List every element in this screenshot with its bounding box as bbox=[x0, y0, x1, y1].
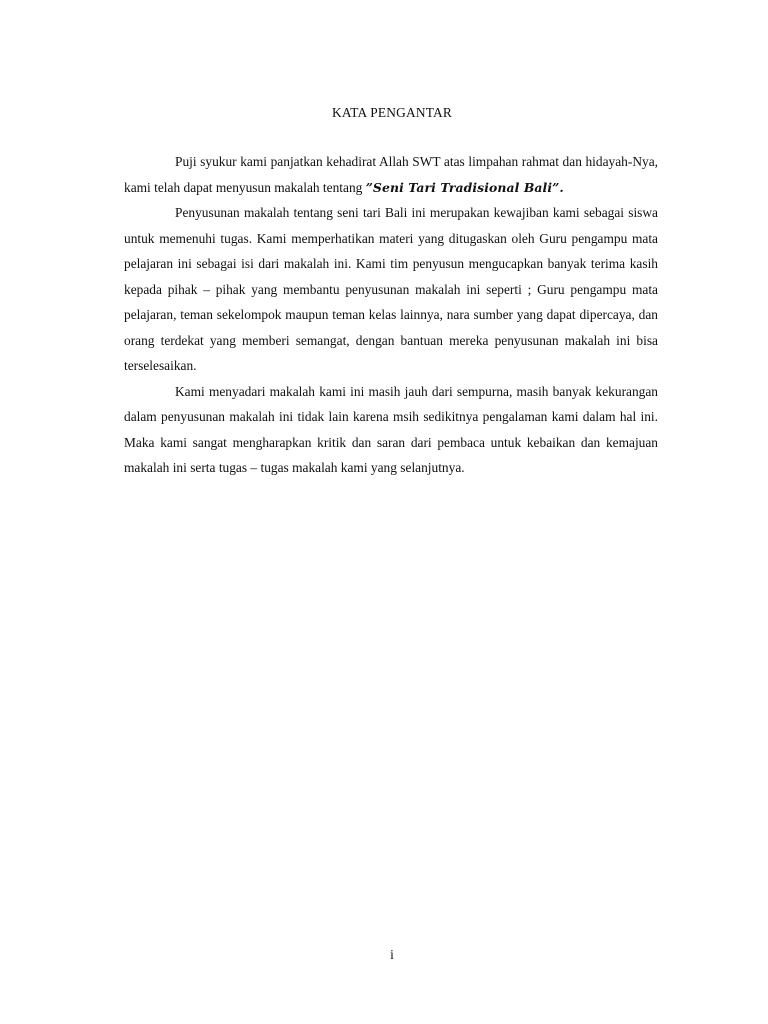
paragraph-2: Penyusunan makalah tentang seni tari Bali ini merupakan kewajiban kami sebagai siswa untuk memenuhi tugas. Kami memperhatikan materi yang ditugaskan oleh Guru pengampu mata pelajaran ini sebagai isi dari makalah ini. Kami tim penyusun mengucapkan banyak terima kasih kepada pihak – pihak yang membantu penyusunan makalah ini seperti ; Guru pengampu mata pelajaran, teman sekelompok maupun teman kelas lainnya, nara sumber yang dapat dipercaya, dan orang terdekat yang memberi semangat, dengan bantuan mereka penyusunan makalah ini bisa terselesaikan. bbox=[124, 205, 658, 373]
paragraph-1-emphasis: ”Seni Tari Tradisional Bali”. bbox=[365, 179, 564, 195]
paragraph-3: Kami menyadari makalah kami ini masih jauh dari sempurna, masih banyak kekurangan dalam penyusunan makalah ini tidak lain karena msih sedikitnya pengalaman kami dalam hal ini. Maka kami sangat mengharapkan kritik dan saran dari pembaca untuk kebaikan dan kemajuan makalah ini serta tugas – tugas makalah kami yang selanjutnya. bbox=[124, 383, 658, 475]
page-title: KATA PENGANTAR bbox=[331, 105, 453, 120]
paragraph-1-text: Puji syukur kami panjatkan kehadirat Allah SWT atas limpahan rahmat dan hidayah-Nya, kami telah dapat menyusun makalah tentang bbox=[124, 154, 658, 195]
page-number: i bbox=[390, 947, 394, 962]
document-body bbox=[124, 149, 658, 481]
paragraph-1 bbox=[124, 149, 658, 200]
